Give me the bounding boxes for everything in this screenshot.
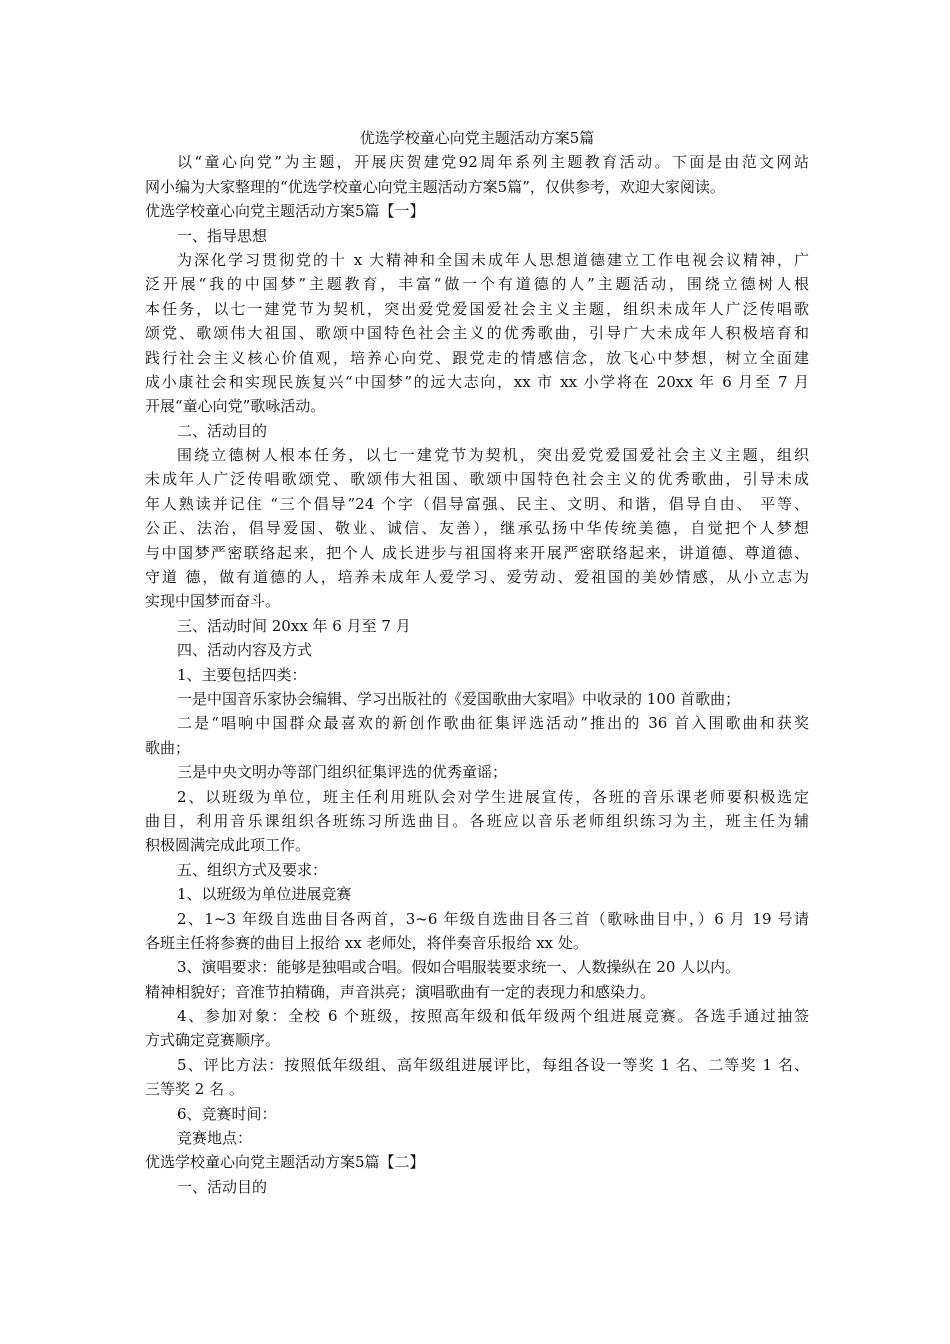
- document-line: 一、指导思想: [177, 226, 268, 245]
- document-line: 三是中央文明办等部门组织征集评选的优秀童谣；: [177, 763, 508, 782]
- document-line: 曲目，利用音乐课组织各班练习所选曲目。各班应以音乐老师组织练习为主，班主任为辅: [145, 811, 809, 830]
- document-line: 1、以班级为单位进展竞赛: [177, 885, 352, 904]
- document-line: 1、主要包括四类：: [177, 665, 307, 684]
- document-line: 践行社会主义核心价值观，培养心向党、跟党走的情感信念，放飞心中梦想，树立全面建: [145, 348, 809, 367]
- document-line: 3、演唱要求：能够是独唱或合唱。假如合唱服装要求统一、人数操纵在 20 人以内。: [177, 958, 741, 977]
- document-line: 5、评比方法：按照低年级组、高年级组进展评比，每组各设一等奖 1 名、二等奖 1 名、: [177, 1055, 809, 1074]
- document-line: 二是“唱响中国群众最喜欢的新创作歌曲征集评选活动”推出的 36 首入围歌曲和获奖: [177, 714, 809, 733]
- document-line: 五、组织方式及要求：: [177, 860, 328, 879]
- document-line: 未成年人广泛传唱歌颂党、歌颂伟大祖国、歌颂中国特色社会主义的优秀歌曲，引导未成: [145, 470, 809, 489]
- document-line: 4、参加对象：全校 6 个班级，按照高年级和低年级两个组进展竞赛。各选手通过抽签: [177, 1007, 809, 1026]
- document-line: 二、活动目的: [177, 421, 268, 440]
- document-line: 网小编为大家整理的“优选学校童心向党主题活动方案5篇”，仅供参考，欢迎大家阅读。: [145, 177, 725, 196]
- document-line: 实现中国梦而奋斗。: [145, 592, 281, 611]
- document-line: 2、以班级为单位，班主任利用班队会对学生进展宣传，各班的音乐课老师要积极选定: [177, 787, 809, 806]
- document-line: 三、活动时间 20xx 年 6 月至 7 月: [177, 616, 411, 635]
- document-line: 积极圆满完成此项工作。: [145, 836, 311, 855]
- document-line: 围绕立德树人根本任务，以七一建党节为契机，突出爱党爱国爱社会主义主题，组织: [177, 446, 809, 465]
- document-line: 年人熟读并记住 “三个倡导”24 个字（倡导富强、民主、文明、和谐，倡导自由、 平等、: [145, 494, 809, 513]
- document-line: 公正、法治，倡导爱国、敬业、诚信、友善），继承弘扬中华传统美德，自觉把个人梦想: [145, 519, 809, 538]
- document-line: 泛开展“我的中国梦”主题教育，丰富“做一个有道德的人”主题活动，围绕立德树人根: [145, 275, 809, 294]
- document-line: 三等奖 2 名 。: [145, 1080, 244, 1099]
- document-line: 优选学校童心向党主题活动方案5篇【二】: [145, 1153, 425, 1172]
- document-line: 成小康社会和实现民族复兴“中国梦”的远大志向，xx 市 xx 小学将在 20xx 年 6 月至 7 月: [145, 372, 809, 391]
- document-title: 优选学校童心向党主题活动方案5篇: [359, 129, 595, 147]
- document-line: 与中国梦严密联络起来，把个人 成长进步与祖国将来开展严密联络起来，讲道德、尊道德、: [145, 543, 809, 562]
- document-page: [145, 126, 809, 1199]
- document-line: 2、1~3 年级自选曲目各两首，3~6 年级自选曲目各三首（歌咏曲目中，）6 月 19 号请: [177, 909, 809, 928]
- document-line: 竞赛地点：: [177, 1129, 253, 1148]
- document-line: 歌曲；: [145, 738, 191, 757]
- document-line: 颂党、歌颂伟大祖国、歌颂中国特色社会主义的优秀歌曲，引导广大未成年人积极培育和: [145, 324, 809, 343]
- document-line: 各班主任将参赛的曲目上报给 xx 老师处，将伴奏音乐报给 xx 处。: [145, 933, 588, 952]
- document-line: 四、活动内容及方式: [177, 641, 313, 660]
- document-line: 本任务，以七一建党节为契机，突出爱党爱国爱社会主义主题，组织未成年人广泛传唱歌: [145, 299, 809, 318]
- document-line: 方式确定竞赛顺序。: [145, 1031, 281, 1050]
- document-line: 一是中国音乐家协会编辑、学习出版社的《爱国歌曲大家唱》中收录的 100 首歌曲；: [177, 689, 741, 708]
- document-line: 优选学校童心向党主题活动方案5篇【一】: [145, 202, 425, 221]
- document-line: 以“童心向党”为主题，开展庆贺建党92周年系列主题教育活动。下面是由范文网站: [177, 153, 809, 172]
- document-body: [145, 150, 809, 1199]
- document-line: 开展“童心向党”歌咏活动。: [145, 397, 326, 416]
- document-line: 精神相貌好；音准节拍精确，声音洪亮；演唱歌曲有一定的表现力和感染力。: [145, 982, 656, 1001]
- document-line: 一、活动目的: [177, 1177, 268, 1196]
- document-line: 6、竞赛时间：: [177, 1104, 277, 1123]
- document-line: 为深化学习贯彻党的十 x 大精神和全国未成年人思想道德建立工作电视会议精神，广: [177, 250, 809, 269]
- document-line: 守道 德，做有道德的人，培养未成年人爱学习、爱劳动、爱祖国的美妙情感，从小立志为: [145, 568, 809, 587]
